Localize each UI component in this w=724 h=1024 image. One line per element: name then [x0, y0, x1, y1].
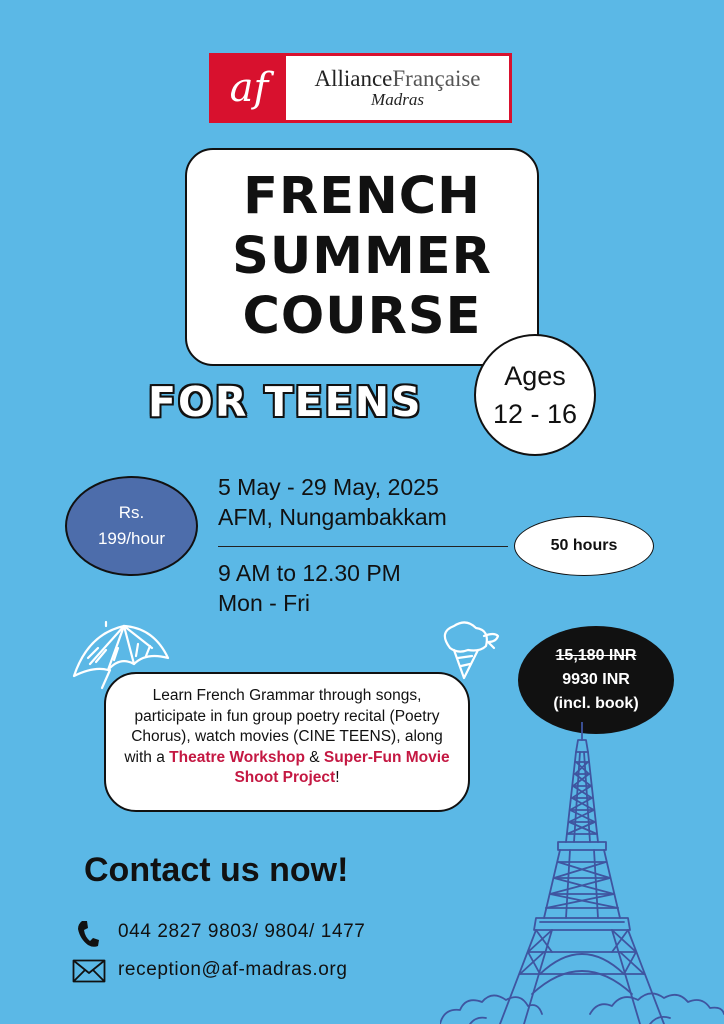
price-per-hour-value: 199/hour: [97, 529, 166, 548]
original-price: 15,180 INR: [555, 647, 637, 664]
course-days: Mon - Fri: [218, 590, 310, 616]
movie-shoot-highlight: Super-Fun Movie Shoot Project: [234, 748, 450, 786]
course-dates: 5 May - 29 May, 2025: [218, 474, 439, 500]
course-title-box: [185, 148, 539, 366]
eiffel-tower-icon: [440, 722, 724, 1024]
course-time: 9 AM to 12.30 PM: [218, 560, 401, 586]
schedule-divider: [218, 546, 508, 547]
contact-heading: Contact us now!: [84, 851, 349, 889]
price-note: (incl. book): [553, 695, 639, 712]
ages-label: Ages: [504, 361, 566, 391]
logo-city: Madras: [371, 90, 424, 109]
price-per-hour-currency: Rs.: [118, 503, 145, 522]
theatre-workshop-highlight: Theatre Workshop: [169, 748, 305, 766]
description-text: Learn French Grammar through songs, participate in fun group poetry recital (Poetry Chorus), watch movies (CINE TEENS), along with a: [124, 687, 443, 766]
course-price-badge: [518, 626, 674, 734]
course-venue: AFM, Nungambakkam: [218, 504, 447, 530]
phone-icon: [76, 919, 102, 949]
description-ampersand: &: [309, 748, 320, 766]
logo-name-second: Française: [392, 66, 481, 91]
contact-phone[interactable]: 044 2827 9803/ 9804/ 1477: [118, 921, 366, 942]
logo-mark: af: [212, 56, 286, 120]
duration-badge: 50 hours: [514, 516, 654, 576]
price-per-hour-badge: [65, 476, 198, 576]
title-line-3: COURSE: [242, 287, 482, 346]
course-description-box: [104, 672, 470, 812]
ages-range: 12 - 16: [492, 399, 578, 429]
envelope-icon: [72, 959, 106, 983]
title-line-2: SUMMER: [232, 227, 492, 286]
alliance-francaise-logo[interactable]: [209, 53, 512, 123]
logo-name-first: Alliance: [314, 66, 393, 91]
ages-badge: [474, 334, 596, 456]
description-end: !: [335, 769, 340, 786]
logo-name: [314, 66, 480, 92]
title-line-1: FRENCH: [243, 167, 481, 226]
logo-text: [286, 56, 509, 120]
discounted-price: 9930 INR: [562, 671, 630, 688]
contact-email[interactable]: reception@af-madras.org: [118, 959, 348, 980]
subtitle-for-teens: FOR TEENS: [148, 378, 423, 426]
